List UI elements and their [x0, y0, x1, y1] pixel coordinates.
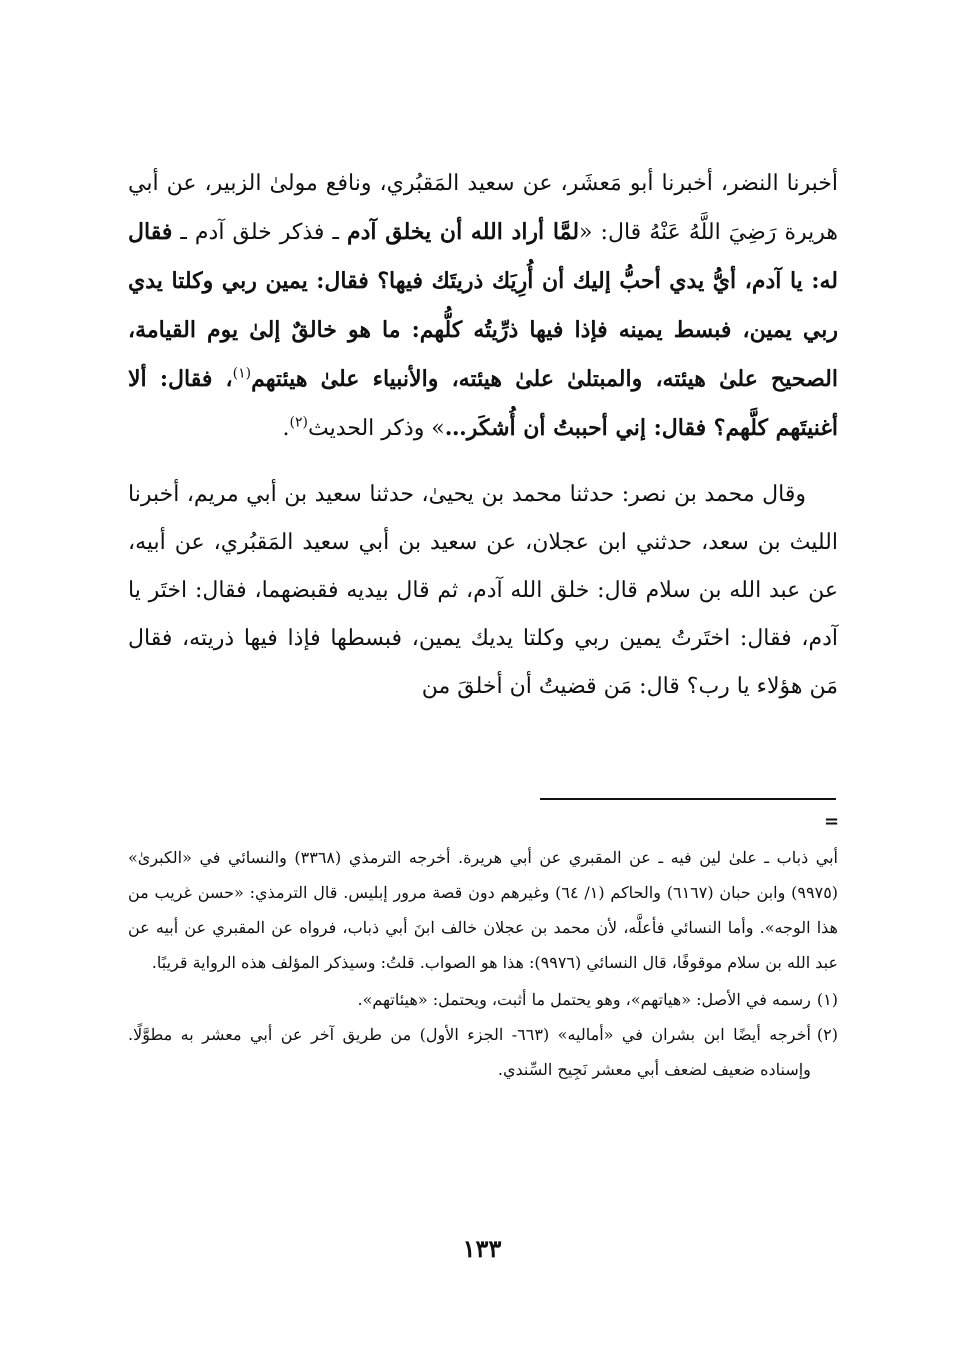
paragraph-2: وقال محمد بن نصر: حدثنا محمد بن يحيىٰ، حدثنا سعيد بن أبي مريم، أخبرنا الليث بن سعد، حدثني ابن عجلان، عن سعيد بن أبي سعيد المَقبُري، عن أبيه، عن عبد الله بن سلام قال: خلق الله آدم، ثم قال بيديه فقبضهما، فقال: اختَر يا آدم، فقال: اختَرتُ يمين ربي وكلتا يديك يمين، فبسطها فإذا فيها ذريته، فقال مَن هؤلاء يا رب؟ قال: مَن قضيتُ أن أخلقَ من — [128, 482, 838, 699]
footnote-continuation: أبي ذباب ـ علىٰ لين فيه ـ عن المقبري عن أبي هريرة. أخرجه الترمذي (٣٣٦٨) والنسائي في «الكبرىٰ» (٩٩٧٥) وابن حبان (٦١٦٧) والحاكم (١/ ٦٤) وغيرهم دون قصة مرور إبليس. قال الترمذي: «حسن غريب من هذا الوجه». وأما النسائي فأعلَّه، لأن محمد بن عجلان خالف ابنَ أبي ذباب، فرواه عن المقبري عن أبيه عن عبد الله بن سلام موقوفًا، قال النسائي (٩٩٧٦): هذا هو الصواب. قلتُ: وسيذكر المؤلف هذه الرواية قريبًا. — [128, 848, 839, 972]
footnote-separator — [540, 798, 836, 800]
paragraph-1 — [128, 160, 838, 453]
footnote-text: أخرجه أيضًا ابن بشران في «أماليه» (٦٦٣- الجزء الأول) من طريق آخر عن أبي معشر به مطوَّلًا. وإسناده ضعيف لضعف أبي معشر نَجِيح السِّندي. — [128, 1025, 811, 1079]
page-number: ١٣٣ — [462, 1234, 502, 1263]
paragraph-1-ending: » وذكر الحديث — [308, 416, 445, 441]
hadith-quote-opening: لمَّا أراد الله أن يخلق آدم — [347, 219, 580, 245]
footnotes — [128, 840, 838, 1087]
hadith-quote-body: فقال له: يا آدم، أيُّ يدي أحبُّ إليك أن أُرِيَك ذريتَك فيها؟ فقال: يمين ربي وكلتا يدي ربي يمين، فبسط يمينه فإذا فيها ذرِّيتُه كلُّهم: ما هو خالقٌ إلىٰ يوم القيامة، الصحيح علىٰ هيئته، والمبتلىٰ علىٰ هيئته، والأنبياء علىٰ هيئتهم — [128, 219, 838, 392]
main-text — [128, 160, 838, 711]
paragraph-1-aside: ـ فذكر خلق آدم ـ — [172, 220, 347, 245]
footnote-reference-1[interactable]: (١) — [232, 365, 252, 382]
paragraph-1-final-stop: . — [282, 416, 290, 441]
footnote-number: (٢) — [816, 1025, 838, 1044]
footnote-number: (١) — [816, 990, 838, 1009]
footnote-text: رسمه في الأصل: «هياتهم»، وهو يحتمل ما أثبت، ويحتمل: «هيئاتهم». — [357, 990, 811, 1009]
footnote-reference-2[interactable]: (٢) — [289, 414, 308, 431]
footnote-continuation-marker: = — [824, 811, 840, 832]
footnote-2 — [128, 1017, 838, 1087]
hadith-quote-closing: ، فقال: ألا أغنيتَهم كلَّهم؟ فقال: إني أحببتُ أن أُشكَر… — [128, 366, 838, 441]
footnote-1 — [128, 982, 838, 1017]
paragraph-1-intro: أخبرنا النضر، أخبرنا أبو مَعشَر، عن سعيد المَقبُري، ونافع مولىٰ الزبير، عن أبي هريرة رَضِيَ اللَّهُ عَنْهُ قال: « — [128, 171, 838, 245]
